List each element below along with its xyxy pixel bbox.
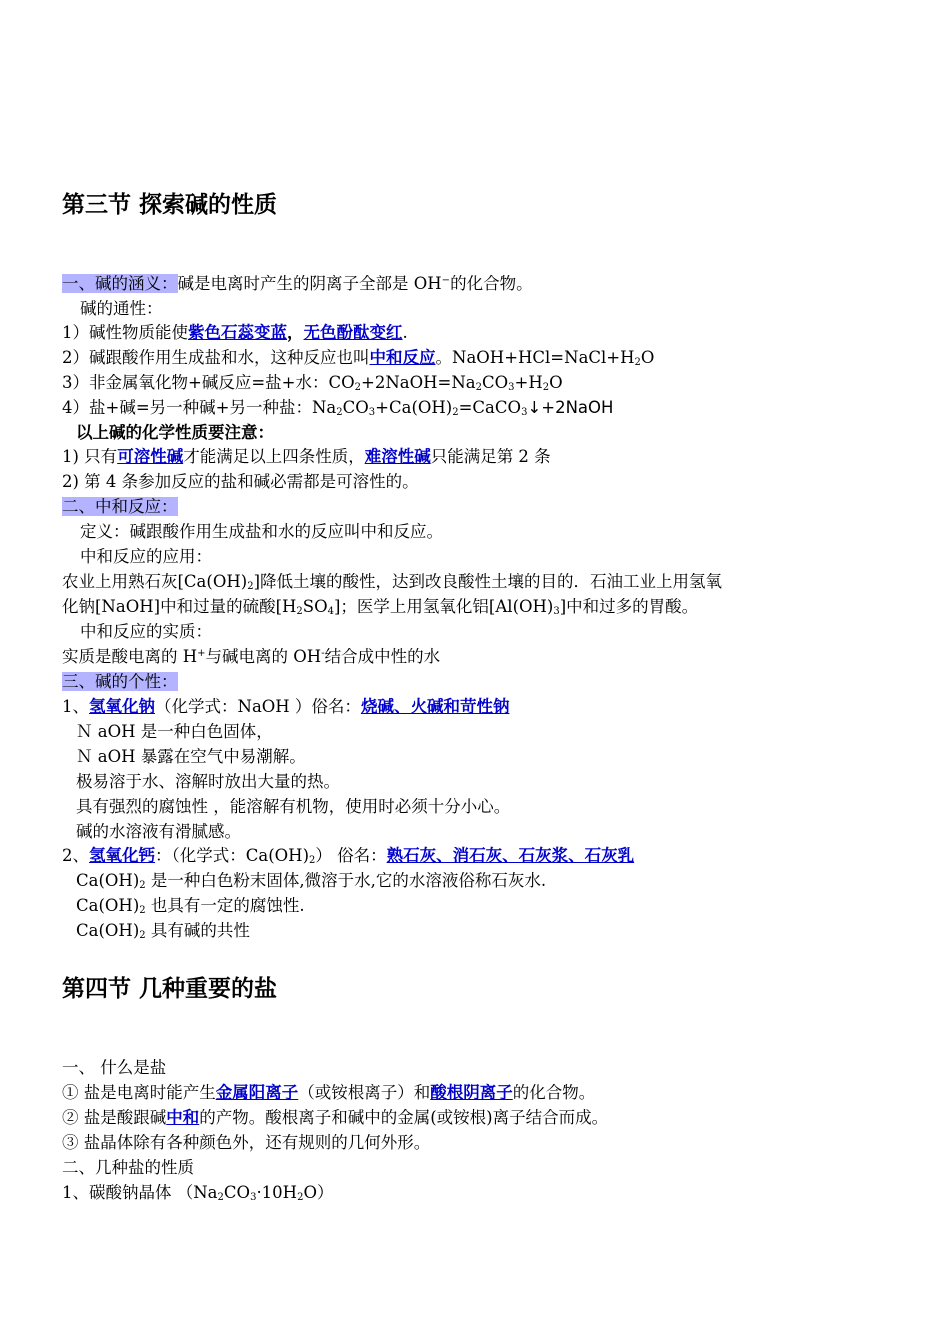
- link-naoh[interactable]: 氢氧化钠: [89, 697, 155, 716]
- link-soluble-base[interactable]: 可溶性碱: [117, 447, 184, 466]
- list-item: 具有强烈的腐蚀性 ，能溶解有机物，使用时必须十分小心。: [76, 797, 511, 816]
- link-neutralize[interactable]: 中和: [166, 1108, 200, 1127]
- definition-text: 定义：碱跟酸作用生成盐和水的反应叫中和反应。: [80, 522, 443, 541]
- paragraph-line: 农业上用熟石灰$[Ca(OH)_2]$降低土壤的酸性，达到改良酸性土壤的目的．石油工业上用氢氧: [62, 572, 723, 592]
- link-caoh-names[interactable]: 熟石灰、消石灰、石灰浆、石灰乳: [386, 846, 635, 865]
- subheading: 碱的通性：: [80, 299, 163, 318]
- link-phenolphthalein[interactable]: 无色酚酞变红: [303, 323, 403, 342]
- link-caoh[interactable]: 氢氧化钙: [89, 846, 155, 865]
- subheading: 一、 什么是盐: [62, 1058, 167, 1077]
- list-item: Ｎ aOH 暴露在空气中易潮解。: [76, 747, 306, 766]
- note-line: 1) 只有可溶性碱才能满足以上四条性质，难溶性碱只能满足第 2 条: [62, 447, 551, 466]
- note-line: 2) 第 4 条参加反应的盐和碱必需都是可溶性的。: [62, 472, 419, 491]
- list-item: ② 盐是酸跟碱中和的产物。酸根离子和碱中的金属(或铵根)离子结合而成。: [62, 1108, 609, 1127]
- highlighted-heading: 三、碱的个性：: [62, 672, 178, 691]
- property-line: 1）碱性物质能使紫色石蕊变蓝，无色酚酞变红.: [62, 323, 408, 342]
- list-item: 1、碳酸钠晶体 $(Na_2CO_3\cdot 10H_2O)$: [62, 1183, 334, 1203]
- section-heading: 第四节 几种重要的盐: [62, 976, 278, 1002]
- subheading: 中和反应的实质：: [80, 622, 212, 641]
- link-insoluble-base[interactable]: 难溶性碱: [364, 447, 431, 466]
- subheading: 中和反应的应用：: [80, 547, 212, 566]
- list-item: ③ 盐晶体除有各种颜色外，还有规则的几何外形。: [62, 1133, 431, 1152]
- property-line: 3）非金属氧化物+碱反应=盐+水：$CO_2+2NaOH=Na_2CO_3+H_2O$: [62, 373, 563, 393]
- definition-line: 一、碱的涵义：碱是电离时产生的阴离子全部是 OH−的化合物。: [62, 274, 533, 293]
- note-title: 以上碱的化学性质要注意：: [76, 423, 274, 442]
- paragraph-line: 实质是酸电离的 H+与碱电离的 OH-结合成中性的水: [62, 647, 441, 666]
- link-naoh-names[interactable]: 烧碱、火碱和苛性钠: [360, 697, 510, 716]
- link-litmus[interactable]: 紫色石蕊变蓝: [188, 323, 287, 342]
- paragraph-line: 化钠[NaOH]中和过量的硫酸$[H_2SO_4]$；医学上用氢氧化铝$[Al(OH)_3]$中和过多的胃酸。: [62, 597, 699, 617]
- list-item: $Ca(OH)_2$ 也具有一定的腐蚀性.: [76, 896, 305, 916]
- link-acid-anion[interactable]: 酸根阴离子: [430, 1083, 513, 1102]
- subheading: 二、几种盐的性质: [62, 1158, 194, 1177]
- list-item: ① 盐是电离时能产生金属阳离子（或铵根离子）和酸根阴离子的化合物。: [62, 1083, 596, 1102]
- list-item: 极易溶于水、溶解时放出大量的热。: [76, 772, 340, 791]
- highlighted-heading: 二、中和反应：: [62, 497, 178, 516]
- highlighted-label: 一、碱的涵义：: [62, 274, 178, 293]
- section-heading: 第三节 探索碱的性质: [62, 192, 278, 218]
- link-metal-cation[interactable]: 金属阳离子: [215, 1083, 299, 1102]
- caoh-heading: 2、氢氧化钙：（化学式：$Ca(OH)_2$） 俗名：熟石灰、消石灰、石灰浆、石灰乳: [62, 846, 635, 866]
- link-neutralization[interactable]: 中和反应: [369, 348, 436, 367]
- list-item: Ｎ aOH 是一种白色固体，: [76, 722, 273, 741]
- property-line: 4）盐+碱=另一种碱+另一种盐：$Na_2CO_3+Ca(OH)_2=CaCO_3↓+2NaOH$: [62, 398, 614, 418]
- property-line: 2）碱跟酸作用生成盐和水，这种反应也叫中和反应。$NaOH+HCl=NaCl+H_2O$: [62, 348, 655, 368]
- list-item: $Ca(OH)_2$ 是一种白色粉末固体,微溶于水,它的水溶液俗称石灰水.: [76, 871, 547, 891]
- list-item: 碱的水溶液有滑腻感。: [76, 822, 241, 841]
- list-item: $Ca(OH)_2$ 具有碱的共性: [76, 921, 250, 941]
- naoh-heading: 1、氢氧化钠（化学式：NaOH ）俗名：烧碱、火碱和苛性钠: [62, 697, 510, 716]
